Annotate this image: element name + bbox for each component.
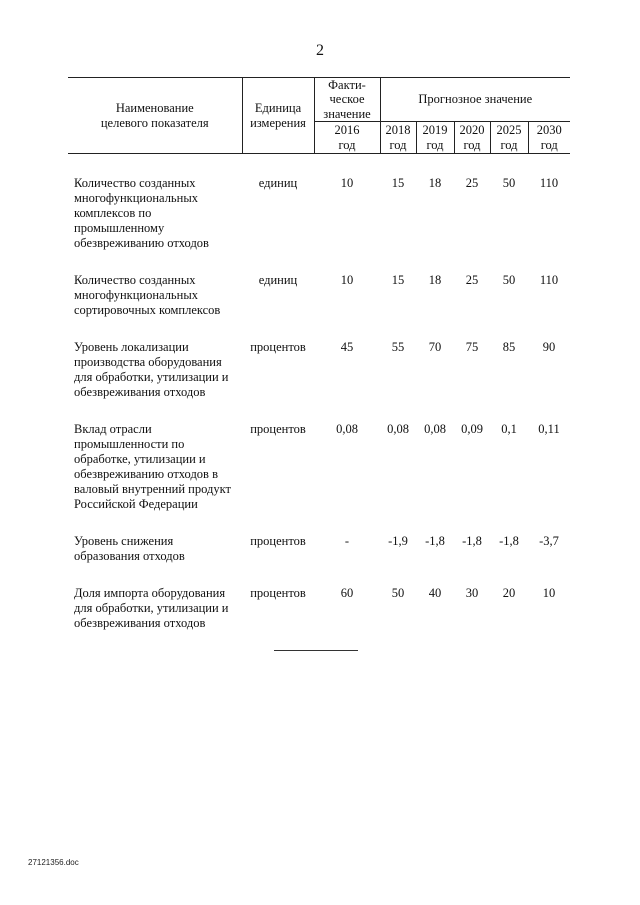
- header-year-2019-text: 2019 год: [422, 123, 448, 152]
- value-2018: -1,9: [388, 534, 408, 549]
- indicator-unit: процентов: [250, 586, 306, 601]
- value-2019: -1,8: [425, 534, 445, 549]
- table-row: [68, 154, 570, 274]
- value-2020: -1,8: [462, 534, 482, 549]
- header-year-2025: [490, 122, 528, 154]
- target-indicators-table: [68, 77, 570, 653]
- header-actual-value-text: Факти- ческое значение: [323, 78, 371, 121]
- value-2025: 50: [502, 176, 516, 191]
- page-number: 2: [316, 42, 324, 59]
- table-row: [68, 586, 570, 653]
- value-2019: 0,08: [424, 422, 446, 437]
- value-2020: 75: [465, 340, 479, 355]
- table-row: [68, 340, 570, 422]
- value-2030: 90: [542, 340, 556, 355]
- indicator-name: Вклад отрасли промышленности по обработке, утилизации и обезвреживанию отходов в валовый внутренний продукт Российской Федерации: [74, 422, 231, 512]
- header-year-2020: [454, 122, 490, 154]
- table-row: [68, 534, 570, 586]
- header-forecast-value: [380, 78, 570, 122]
- indicator-name: Уровень локализации производства оборудования для обработки, утилизации и обезвреживания отходов: [74, 340, 229, 400]
- indicator-unit: единиц: [258, 273, 298, 288]
- value-2018: 50: [391, 586, 405, 601]
- indicator-name: Доля импорта оборудования для обработки, утилизации и обезвреживания отходов: [74, 586, 229, 631]
- value-2030: -3,7: [539, 534, 559, 549]
- value-2018: 0,08: [387, 422, 409, 437]
- header-year-2019: [416, 122, 454, 154]
- value-2030: 0,11: [538, 422, 560, 437]
- header-actual-value: [314, 78, 380, 122]
- indicator-unit: процентов: [250, 534, 306, 549]
- value-2030: 110: [539, 176, 559, 191]
- indicator-unit: процентов: [250, 340, 306, 355]
- value-2030: 110: [539, 273, 559, 288]
- value-2019: 70: [428, 340, 442, 355]
- indicator-name: Количество созданных многофункциональных комплексов по промышленному обезвреживанию отходов: [74, 176, 209, 251]
- header-year-2016-text: 2016 год: [334, 123, 360, 152]
- value-2018: 55: [391, 340, 405, 355]
- value-2016: 10: [340, 176, 354, 191]
- header-year-2016: [314, 122, 380, 154]
- value-2025: 20: [502, 586, 516, 601]
- value-2020: 0,09: [461, 422, 483, 437]
- value-2019: 18: [428, 273, 442, 288]
- value-2018: 15: [391, 176, 405, 191]
- header-year-2025-text: 2025 год: [496, 123, 522, 152]
- table-row: [68, 422, 570, 534]
- header-indicator-name: [68, 78, 242, 154]
- value-2016: 0,08: [336, 422, 358, 437]
- indicator-unit: процентов: [250, 422, 306, 437]
- end-divider: [274, 650, 358, 651]
- table-row: [68, 273, 570, 340]
- value-2019: 18: [428, 176, 442, 191]
- value-2020: 25: [465, 176, 479, 191]
- value-2020: 30: [465, 586, 479, 601]
- header-indicator-name-text: Наименование целевого показателя: [100, 101, 209, 130]
- value-2016: 10: [340, 273, 354, 288]
- header-unit-text: Единица измерения: [250, 101, 306, 130]
- value-2016: -: [344, 534, 350, 549]
- value-2025: 0,1: [501, 422, 517, 437]
- value-2025: 85: [502, 340, 516, 355]
- header-year-2030-text: 2030 год: [536, 123, 562, 152]
- header-forecast-value-text: Прогнозное значение: [418, 92, 533, 107]
- value-2016: 60: [340, 586, 354, 601]
- value-2025: 50: [502, 273, 516, 288]
- value-2030: 10: [542, 586, 556, 601]
- header-year-2018: [380, 122, 416, 154]
- header-year-2020-text: 2020 год: [459, 123, 485, 152]
- footer-file-name: 27121356.doc: [28, 858, 79, 867]
- value-2020: 25: [465, 273, 479, 288]
- value-2019: 40: [428, 586, 442, 601]
- header-unit: [242, 78, 314, 154]
- indicator-name: Количество созданных многофункциональных сортировочных комплексов: [74, 273, 221, 318]
- indicator-unit: единиц: [258, 176, 298, 191]
- header-year-2018-text: 2018 год: [385, 123, 411, 152]
- value-2018: 15: [391, 273, 405, 288]
- indicator-name: Уровень снижения образования отходов: [74, 534, 185, 564]
- value-2025: -1,8: [499, 534, 519, 549]
- header-year-2030: [528, 122, 570, 154]
- value-2016: 45: [340, 340, 354, 355]
